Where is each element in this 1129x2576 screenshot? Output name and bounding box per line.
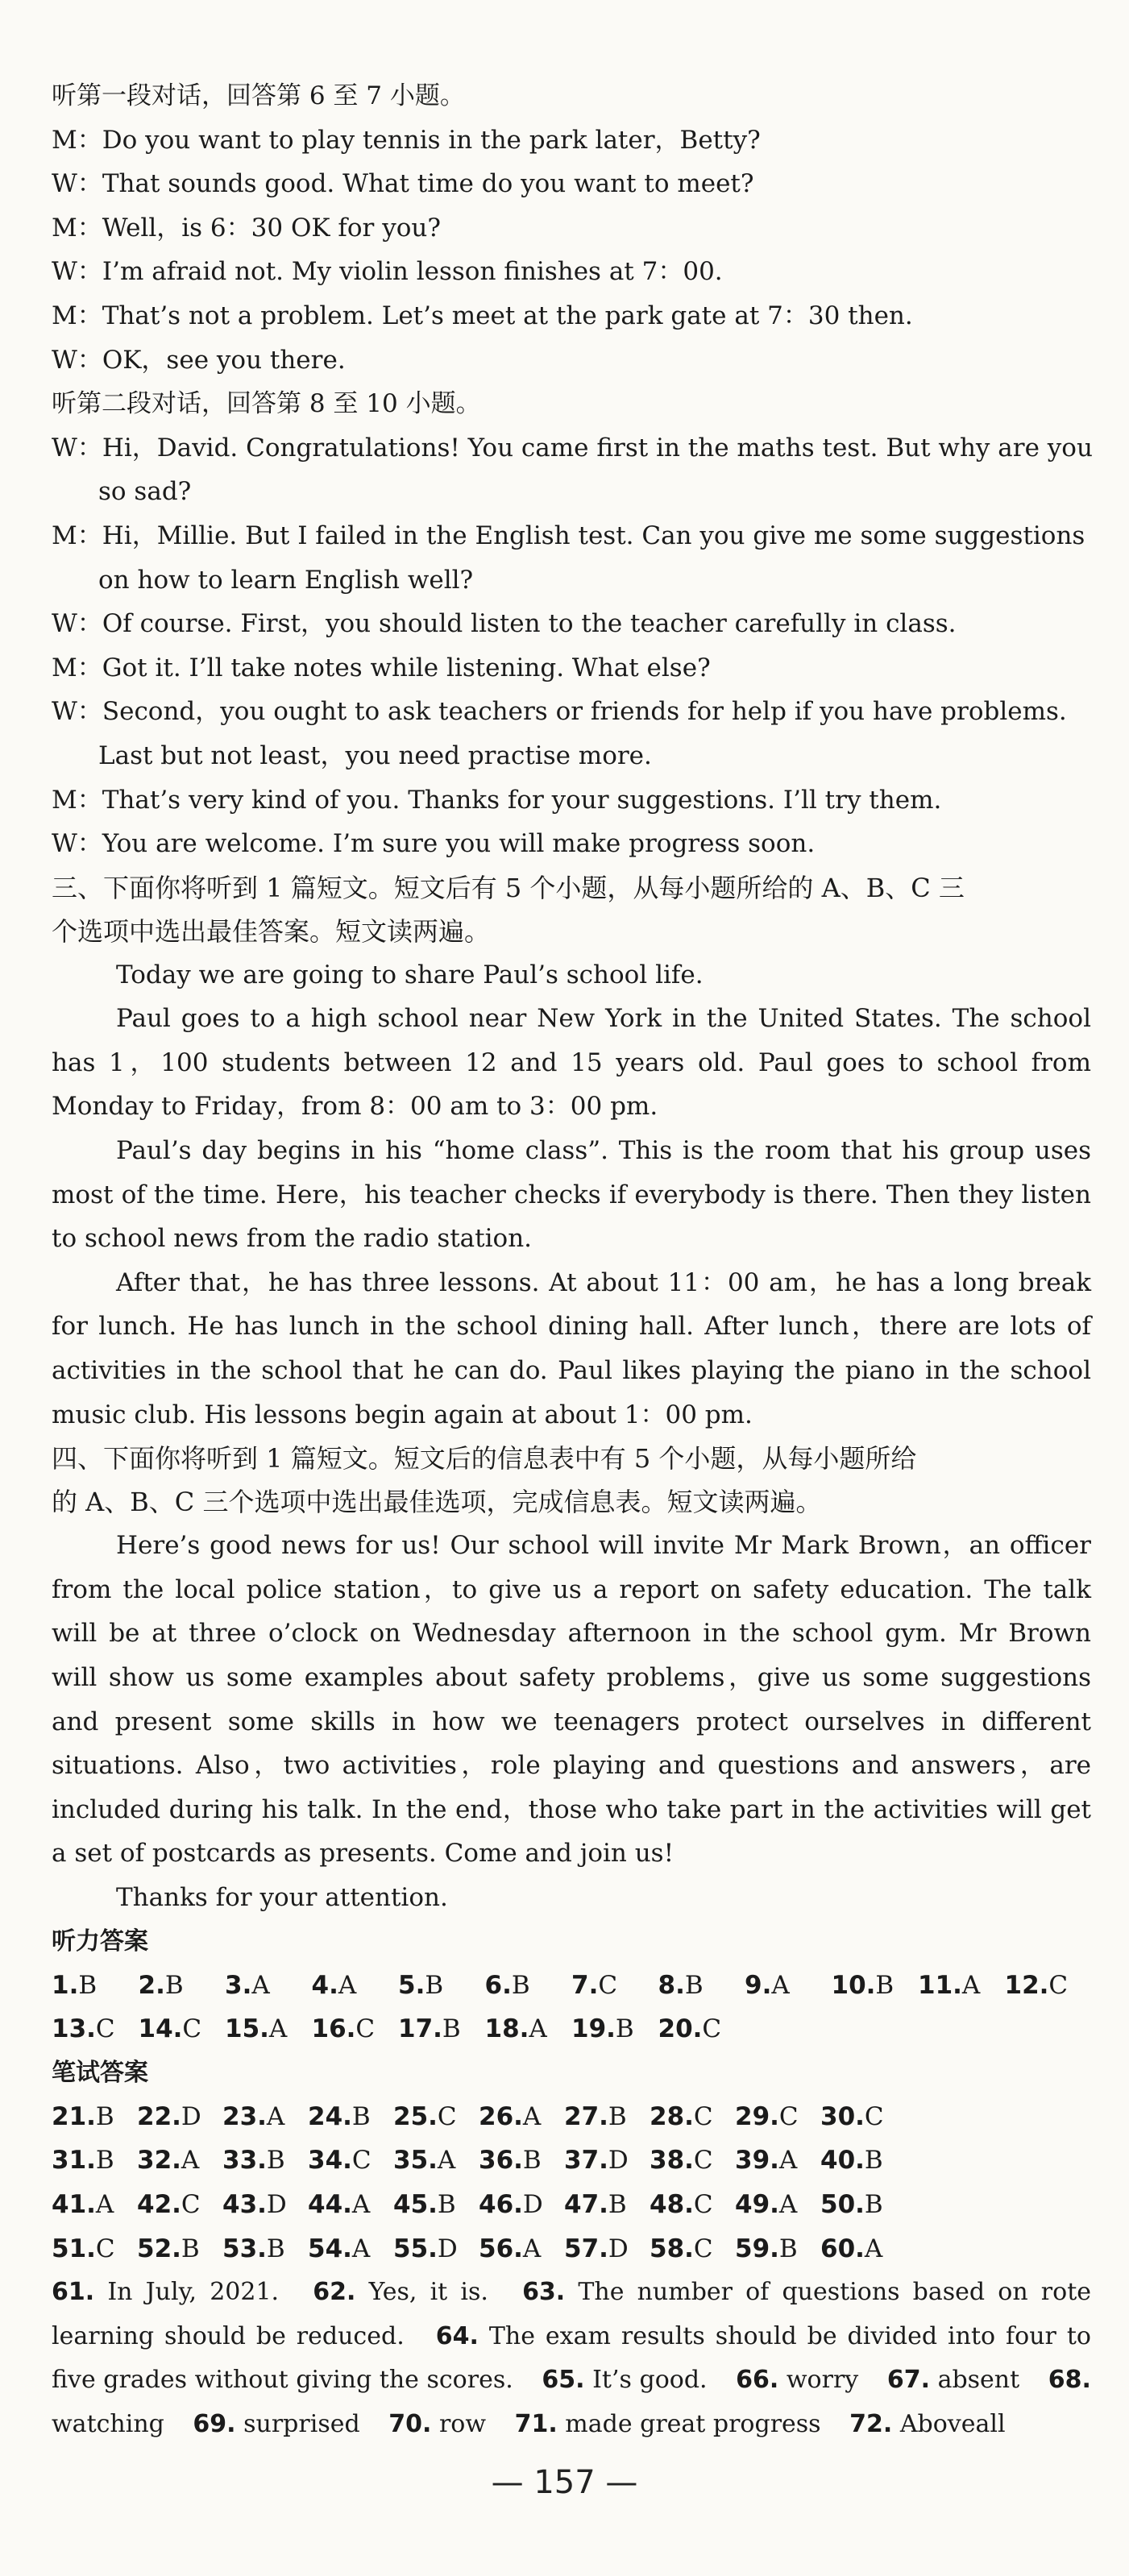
answer-item bbox=[52, 2095, 137, 2139]
dialogue-line: M：Do you want to play tennis in the park later，Betty? bbox=[52, 125, 761, 155]
answer-item bbox=[564, 2095, 650, 2139]
answer-item bbox=[918, 1964, 1005, 2008]
answer-item bbox=[308, 2227, 393, 2271]
question-number: 69. bbox=[193, 2409, 236, 2438]
question-number: 59. bbox=[735, 2234, 779, 2263]
question-number: 62. bbox=[313, 2278, 356, 2307]
question-number: 3. bbox=[225, 1970, 252, 2000]
answer-item bbox=[571, 2007, 658, 2051]
written-answers-text bbox=[52, 2271, 1091, 2446]
question-number: 35. bbox=[393, 2146, 438, 2176]
answer-choice: B bbox=[864, 2189, 883, 2219]
question-number: 70. bbox=[388, 2409, 432, 2438]
question-number: 49. bbox=[735, 2189, 779, 2219]
question-number: 32. bbox=[137, 2146, 181, 2176]
passage-paragraph: After that，he has three lessons. At about 11：00 am，he has a long break for lunch. He has lunch in the school dining hall. After lunch，there are lots of activities in the school that he can do. Paul likes playing the piano in the school music club. His lessons begin again at about 1：00 pm. bbox=[52, 1267, 1091, 1429]
answer-choice: D bbox=[608, 2234, 629, 2263]
answer-item bbox=[137, 2095, 222, 2139]
answer-choice: D bbox=[437, 2234, 458, 2263]
answer-item bbox=[393, 2095, 479, 2139]
answer-choice: B bbox=[95, 2146, 114, 2176]
question-number: 27. bbox=[564, 2101, 608, 2131]
question-number: 61. bbox=[52, 2278, 95, 2307]
answer-choice: B bbox=[615, 2014, 634, 2044]
dialogue-line: W：OK，see you there. bbox=[52, 345, 346, 375]
answer-text: absent bbox=[937, 2366, 1020, 2395]
question-number: 19. bbox=[571, 2014, 616, 2044]
dialogue-line-continued: on how to learn English well? bbox=[98, 565, 474, 595]
question-number: 38. bbox=[650, 2146, 694, 2176]
answer-choice: C bbox=[864, 2101, 884, 2131]
answer-choice: C bbox=[182, 2014, 202, 2044]
answer-item bbox=[564, 2227, 650, 2271]
answer-choice: A bbox=[95, 2189, 114, 2219]
question-number: 34. bbox=[308, 2146, 352, 2176]
question-number: 41. bbox=[52, 2189, 96, 2219]
answer-choice: B bbox=[511, 1970, 530, 2000]
question-number: 37. bbox=[564, 2146, 608, 2176]
answer-item bbox=[658, 2007, 745, 2051]
answer-row bbox=[52, 2095, 1091, 2139]
question-number: 67. bbox=[886, 2366, 930, 2395]
page-number: — 157 — bbox=[491, 2464, 638, 2501]
written-answer-item bbox=[849, 2410, 1005, 2438]
answer-item bbox=[312, 1964, 399, 2008]
dialogue-1 bbox=[52, 118, 1091, 383]
answer-choice: A bbox=[961, 1970, 981, 2000]
dialogue-line: W：I’m afraid not. My violin lesson finishes at 7：00. bbox=[52, 257, 723, 287]
question-number: 50. bbox=[820, 2189, 865, 2219]
question-number: 1. bbox=[52, 1970, 79, 2000]
answer-item bbox=[139, 1964, 226, 2008]
answer-item bbox=[650, 2183, 735, 2227]
answer-choice: A bbox=[268, 2014, 288, 2044]
answer-choice: C bbox=[693, 2101, 713, 2131]
answer-choice: A bbox=[181, 2146, 200, 2176]
answer-item bbox=[1005, 1964, 1092, 2008]
answer-choice: B bbox=[778, 2234, 798, 2263]
answer-row bbox=[52, 1964, 1091, 2008]
question-number: 23. bbox=[222, 2101, 267, 2131]
answer-row bbox=[52, 2007, 1091, 2051]
answer-item bbox=[571, 1964, 658, 2008]
answer-choice: B bbox=[351, 2101, 371, 2131]
question-number: 10. bbox=[831, 1970, 876, 2000]
question-number: 45. bbox=[393, 2189, 438, 2219]
answer-item bbox=[52, 2007, 139, 2051]
written-answer-item bbox=[313, 2278, 488, 2306]
dialogue-line: W：Second，you ought to ask teachers or friends for help if you have problems. bbox=[52, 697, 1067, 727]
answer-item bbox=[222, 2138, 308, 2183]
answer-item bbox=[225, 1964, 312, 2008]
question-number: 65. bbox=[542, 2366, 585, 2395]
answer-choice: A bbox=[437, 2146, 456, 2176]
answer-choice: A bbox=[522, 2101, 542, 2131]
answer-choice: B bbox=[442, 2014, 461, 2044]
question-number: 46. bbox=[479, 2189, 523, 2219]
answer-item bbox=[735, 2095, 820, 2139]
page-content bbox=[52, 74, 1091, 2447]
question-number: 64. bbox=[435, 2321, 479, 2350]
dialogue-line: M：Got it. I’ll take notes while listening. What else? bbox=[52, 653, 711, 682]
passage-paragraph: Paul goes to a high school near New York in the United States. The school has 1，100 students between 12 and 15 years old. Paul goes to school from Monday to Friday，from 8：00 am to 3：00 pm. bbox=[52, 1004, 1091, 1122]
dialogue-line: M：That’s not a problem. Let’s meet at the park gate at 7：30 then. bbox=[52, 301, 913, 330]
answer-text: watching bbox=[52, 2409, 164, 2438]
section-4-title-line: 的 A、B、C 三个选项中选出最佳选项，完成信息表。短文读两遍。 bbox=[52, 1487, 822, 1518]
answer-choice: D bbox=[266, 2189, 287, 2219]
answer-choice: B bbox=[864, 2146, 883, 2176]
answer-text: row bbox=[438, 2409, 487, 2438]
dialogue-line: M：Hi，Millie. But I failed in the English test. Can you give me some suggestions bbox=[52, 521, 1085, 550]
answer-choice: B bbox=[164, 1970, 184, 2000]
answer-choice: A bbox=[529, 2014, 547, 2044]
written-answers-heading: 笔试答案 bbox=[52, 2058, 148, 2087]
answer-choice: B bbox=[875, 1970, 894, 2000]
written-answers bbox=[52, 2095, 1091, 2271]
dialogue-line: W：Of course. First，you should listen to the teacher carefully in class. bbox=[52, 609, 957, 639]
listening-answers bbox=[52, 1964, 1091, 2051]
question-number: 56. bbox=[479, 2234, 523, 2263]
answer-item bbox=[479, 2095, 564, 2139]
question-number: 51. bbox=[52, 2234, 96, 2263]
written-answer-item bbox=[52, 2278, 279, 2306]
answer-item bbox=[222, 2183, 308, 2227]
written-answer-item bbox=[193, 2410, 359, 2438]
question-number: 53. bbox=[222, 2234, 267, 2263]
answer-item bbox=[52, 2227, 137, 2271]
question-number: 24. bbox=[308, 2101, 352, 2131]
written-answer-item bbox=[887, 2366, 1019, 2394]
answer-item bbox=[398, 1964, 485, 2008]
question-number: 42. bbox=[137, 2189, 181, 2219]
answer-choice: B bbox=[78, 1970, 98, 2000]
answer-choice: B bbox=[608, 2189, 627, 2219]
dialogue-line-continued: so sad? bbox=[98, 477, 192, 507]
dialogue-2 bbox=[52, 426, 1091, 866]
answer-item bbox=[735, 2227, 820, 2271]
question-number: 29. bbox=[735, 2101, 779, 2131]
question-number: 7. bbox=[571, 1970, 599, 2000]
question-number: 63. bbox=[522, 2278, 566, 2307]
answer-row bbox=[52, 2227, 1091, 2271]
answer-choice: A bbox=[522, 2234, 542, 2263]
answer-choice: C bbox=[693, 2189, 713, 2219]
answer-text: In July, 2021. bbox=[107, 2278, 280, 2307]
answer-choice: C bbox=[702, 2014, 722, 2044]
question-number: 72. bbox=[849, 2409, 893, 2438]
question-number: 31. bbox=[52, 2146, 96, 2176]
answer-item bbox=[564, 2183, 650, 2227]
answer-choice: B bbox=[425, 1970, 444, 2000]
answer-item bbox=[820, 2227, 906, 2271]
question-number: 33. bbox=[222, 2146, 267, 2176]
question-number: 30. bbox=[820, 2101, 865, 2131]
written-answer-item bbox=[515, 2410, 821, 2438]
answer-item bbox=[832, 1964, 919, 2008]
question-number: 20. bbox=[658, 2014, 703, 2044]
answer-choice: A bbox=[351, 2189, 371, 2219]
answer-choice: C bbox=[1048, 1970, 1069, 2000]
question-number: 68. bbox=[1048, 2366, 1091, 2395]
answer-item bbox=[137, 2227, 222, 2271]
question-number: 17. bbox=[398, 2014, 442, 2044]
answer-choice: B bbox=[608, 2101, 627, 2131]
answer-choice: C bbox=[693, 2234, 713, 2263]
question-number: 11. bbox=[918, 1970, 962, 2000]
answer-item bbox=[820, 2183, 906, 2227]
answer-item bbox=[312, 2007, 399, 2051]
answer-item bbox=[308, 2183, 393, 2227]
written-answer-item bbox=[388, 2410, 486, 2438]
answer-choice: D bbox=[181, 2101, 201, 2131]
answer-choice: B bbox=[266, 2146, 285, 2176]
dialogue-line: W：Hi，David. Congratulations! You came first in the maths test. But why are you bbox=[52, 433, 1093, 463]
answer-item bbox=[393, 2138, 479, 2183]
answer-item bbox=[393, 2183, 479, 2227]
section-3-title-line: 个选项中选出最佳答案。短文读两遍。 bbox=[52, 915, 491, 947]
answer-choice: A bbox=[771, 1970, 790, 2000]
answer-choice: C bbox=[778, 2101, 799, 2131]
answer-row bbox=[52, 2138, 1091, 2183]
answer-choice: D bbox=[522, 2189, 543, 2219]
question-number: 15. bbox=[225, 2014, 269, 2044]
question-number: 39. bbox=[735, 2146, 779, 2176]
answer-choice: C bbox=[355, 2014, 376, 2044]
answer-item bbox=[222, 2227, 308, 2271]
answer-text: It’s good. bbox=[592, 2366, 708, 2395]
question-number: 12. bbox=[1004, 1970, 1049, 2000]
answer-choice: C bbox=[598, 1970, 618, 2000]
answer-item bbox=[393, 2227, 479, 2271]
dialogue-1-intro: 听第一段对话，回答第 6 至 7 小题。 bbox=[52, 81, 465, 110]
answer-item bbox=[398, 2007, 485, 2051]
answer-item bbox=[479, 2138, 564, 2183]
question-number: 66. bbox=[736, 2366, 779, 2395]
answer-choice: A bbox=[338, 1970, 357, 2000]
question-number: 55. bbox=[393, 2234, 438, 2263]
answer-choice: A bbox=[251, 1970, 270, 2000]
dialogue-line: W：That sounds good. What time do you want to meet? bbox=[52, 169, 754, 199]
answer-choice: C bbox=[437, 2101, 457, 2131]
answer-item bbox=[52, 2138, 137, 2183]
answer-choice: B bbox=[266, 2234, 285, 2263]
question-number: 52. bbox=[137, 2234, 181, 2263]
answer-choice: A bbox=[864, 2234, 883, 2263]
question-number: 25. bbox=[393, 2101, 438, 2131]
answer-item bbox=[308, 2138, 393, 2183]
answer-choice: C bbox=[693, 2146, 713, 2176]
listening-answers-heading: 听力答案 bbox=[52, 1927, 148, 1956]
answer-choice: A bbox=[266, 2101, 285, 2131]
answer-item bbox=[564, 2138, 650, 2183]
answer-item bbox=[650, 2095, 735, 2139]
question-number: 16. bbox=[311, 2014, 356, 2044]
answer-choice: C bbox=[351, 2146, 371, 2176]
question-number: 58. bbox=[650, 2234, 694, 2263]
answer-item bbox=[485, 1964, 572, 2008]
answer-choice: A bbox=[778, 2189, 798, 2219]
answer-text: The number of questions based on rote learning should be reduced. bbox=[52, 2278, 1092, 2350]
question-number: 26. bbox=[479, 2101, 523, 2131]
passage-paragraph: Paul’s day begins in his “home class”. This is the room that his group uses most of the time. Here，his teacher checks if everybody is there. Then they listen to school news from the radio station. bbox=[52, 1136, 1091, 1254]
question-number: 43. bbox=[222, 2189, 267, 2219]
question-number: 44. bbox=[308, 2189, 352, 2219]
dialogue-line: M：Well，is 6：30 OK for you? bbox=[52, 213, 441, 243]
answer-item bbox=[52, 1964, 139, 2008]
question-number: 21. bbox=[52, 2101, 96, 2131]
question-number: 60. bbox=[820, 2234, 865, 2263]
question-number: 54. bbox=[308, 2234, 352, 2263]
question-number: 36. bbox=[479, 2146, 523, 2176]
answer-item bbox=[225, 2007, 312, 2051]
section-4 bbox=[52, 1437, 1091, 1919]
answer-item bbox=[650, 2138, 735, 2183]
passage-paragraph: Here’s good news for us! Our school will invite Mr Mark Brown，an officer from the local police station，to give us a report on safety education. The talk will be at three o’clock on Wednesday afternoon in the school gym. Mr Brown will show us some examples about safety problems，give us some suggestions and present some skills in how we teenagers protect ourselves in different situations. Also，two activities，role playing and questions and answers，are included during his talk. In the end，those who take part in the activities will get a set of postcards as presents. Come and join us! bbox=[52, 1531, 1091, 1869]
answer-item bbox=[137, 2183, 222, 2227]
answer-row bbox=[52, 2183, 1091, 2227]
question-number: 18. bbox=[484, 2014, 529, 2044]
answer-text: Yes, it is. bbox=[368, 2278, 488, 2307]
dialogue-line: M：That’s very kind of you. Thanks for your suggestions. I’ll try them. bbox=[52, 785, 942, 815]
answer-choice: B bbox=[522, 2146, 542, 2176]
written-answer-item bbox=[542, 2366, 707, 2394]
answer-item bbox=[308, 2095, 393, 2139]
section-4-title-line: 四、下面你将听到 1 篇短文。短文后的信息表中有 5 个小题，从每小题所给 bbox=[52, 1443, 917, 1475]
question-number: 40. bbox=[820, 2146, 865, 2176]
question-number: 2. bbox=[138, 1970, 165, 2000]
question-number: 8. bbox=[658, 1970, 685, 2000]
question-number: 13. bbox=[52, 2014, 96, 2044]
question-number: 28. bbox=[650, 2101, 694, 2131]
answer-text: made great progress bbox=[565, 2409, 821, 2438]
answer-item bbox=[735, 2183, 820, 2227]
passage-paragraph: Thanks for your attention. bbox=[116, 1882, 448, 1912]
answer-choice: C bbox=[95, 2014, 115, 2044]
answer-choice: B bbox=[437, 2189, 456, 2219]
dialogue-2-intro: 听第二段对话，回答第 8 至 10 小题。 bbox=[52, 389, 481, 419]
answer-item bbox=[745, 1964, 832, 2008]
answer-choice: C bbox=[181, 2189, 201, 2219]
answer-choice: D bbox=[608, 2146, 629, 2176]
answer-text: The exam results should be divided into four to five grades without giving the scores. bbox=[52, 2321, 1091, 2395]
dialogue-line-continued: Last but not least，you need practise more. bbox=[98, 740, 652, 770]
answer-choice: A bbox=[778, 2146, 798, 2176]
answer-item bbox=[479, 2183, 564, 2227]
dialogue-line: W：You are welcome. I’m sure you will make progress soon. bbox=[52, 829, 816, 859]
question-number: 6. bbox=[484, 1970, 512, 2000]
question-number: 48. bbox=[650, 2189, 694, 2219]
answer-item bbox=[137, 2138, 222, 2183]
question-number: 22. bbox=[137, 2101, 181, 2131]
section-3 bbox=[52, 866, 1091, 1437]
answer-item bbox=[52, 2183, 137, 2227]
question-number: 4. bbox=[311, 1970, 338, 2000]
question-number: 5. bbox=[398, 1970, 425, 2000]
question-number: 14. bbox=[138, 2014, 183, 2044]
question-number: 47. bbox=[564, 2189, 608, 2219]
question-number: 71. bbox=[514, 2409, 558, 2438]
answer-item bbox=[485, 2007, 572, 2051]
answer-item bbox=[139, 2007, 226, 2051]
section-3-title-line: 三、下面你将听到 1 篇短文。短文后有 5 个小题，从每小题所给的 A、B、C 三 bbox=[52, 872, 965, 903]
passage-paragraph: Today we are going to share Paul’s school life. bbox=[116, 960, 704, 989]
answer-item bbox=[735, 2138, 820, 2183]
answer-item bbox=[479, 2227, 564, 2271]
question-number: 9. bbox=[745, 1970, 772, 2000]
answer-item bbox=[658, 1964, 745, 2008]
answer-choice: C bbox=[95, 2234, 115, 2263]
written-answer-item bbox=[736, 2366, 858, 2394]
answer-item bbox=[820, 2095, 906, 2139]
answer-choice: A bbox=[351, 2234, 371, 2263]
question-number: 57. bbox=[564, 2234, 608, 2263]
answer-text: surprised bbox=[243, 2409, 360, 2438]
answer-choice: B bbox=[181, 2234, 200, 2263]
answer-choice: B bbox=[684, 1970, 704, 2000]
answer-item bbox=[820, 2138, 906, 2183]
answer-item bbox=[222, 2095, 308, 2139]
answer-choice: B bbox=[95, 2101, 114, 2131]
answer-item bbox=[650, 2227, 735, 2271]
answer-text: Aboveall bbox=[899, 2409, 1006, 2438]
answer-text: worry bbox=[786, 2366, 859, 2395]
